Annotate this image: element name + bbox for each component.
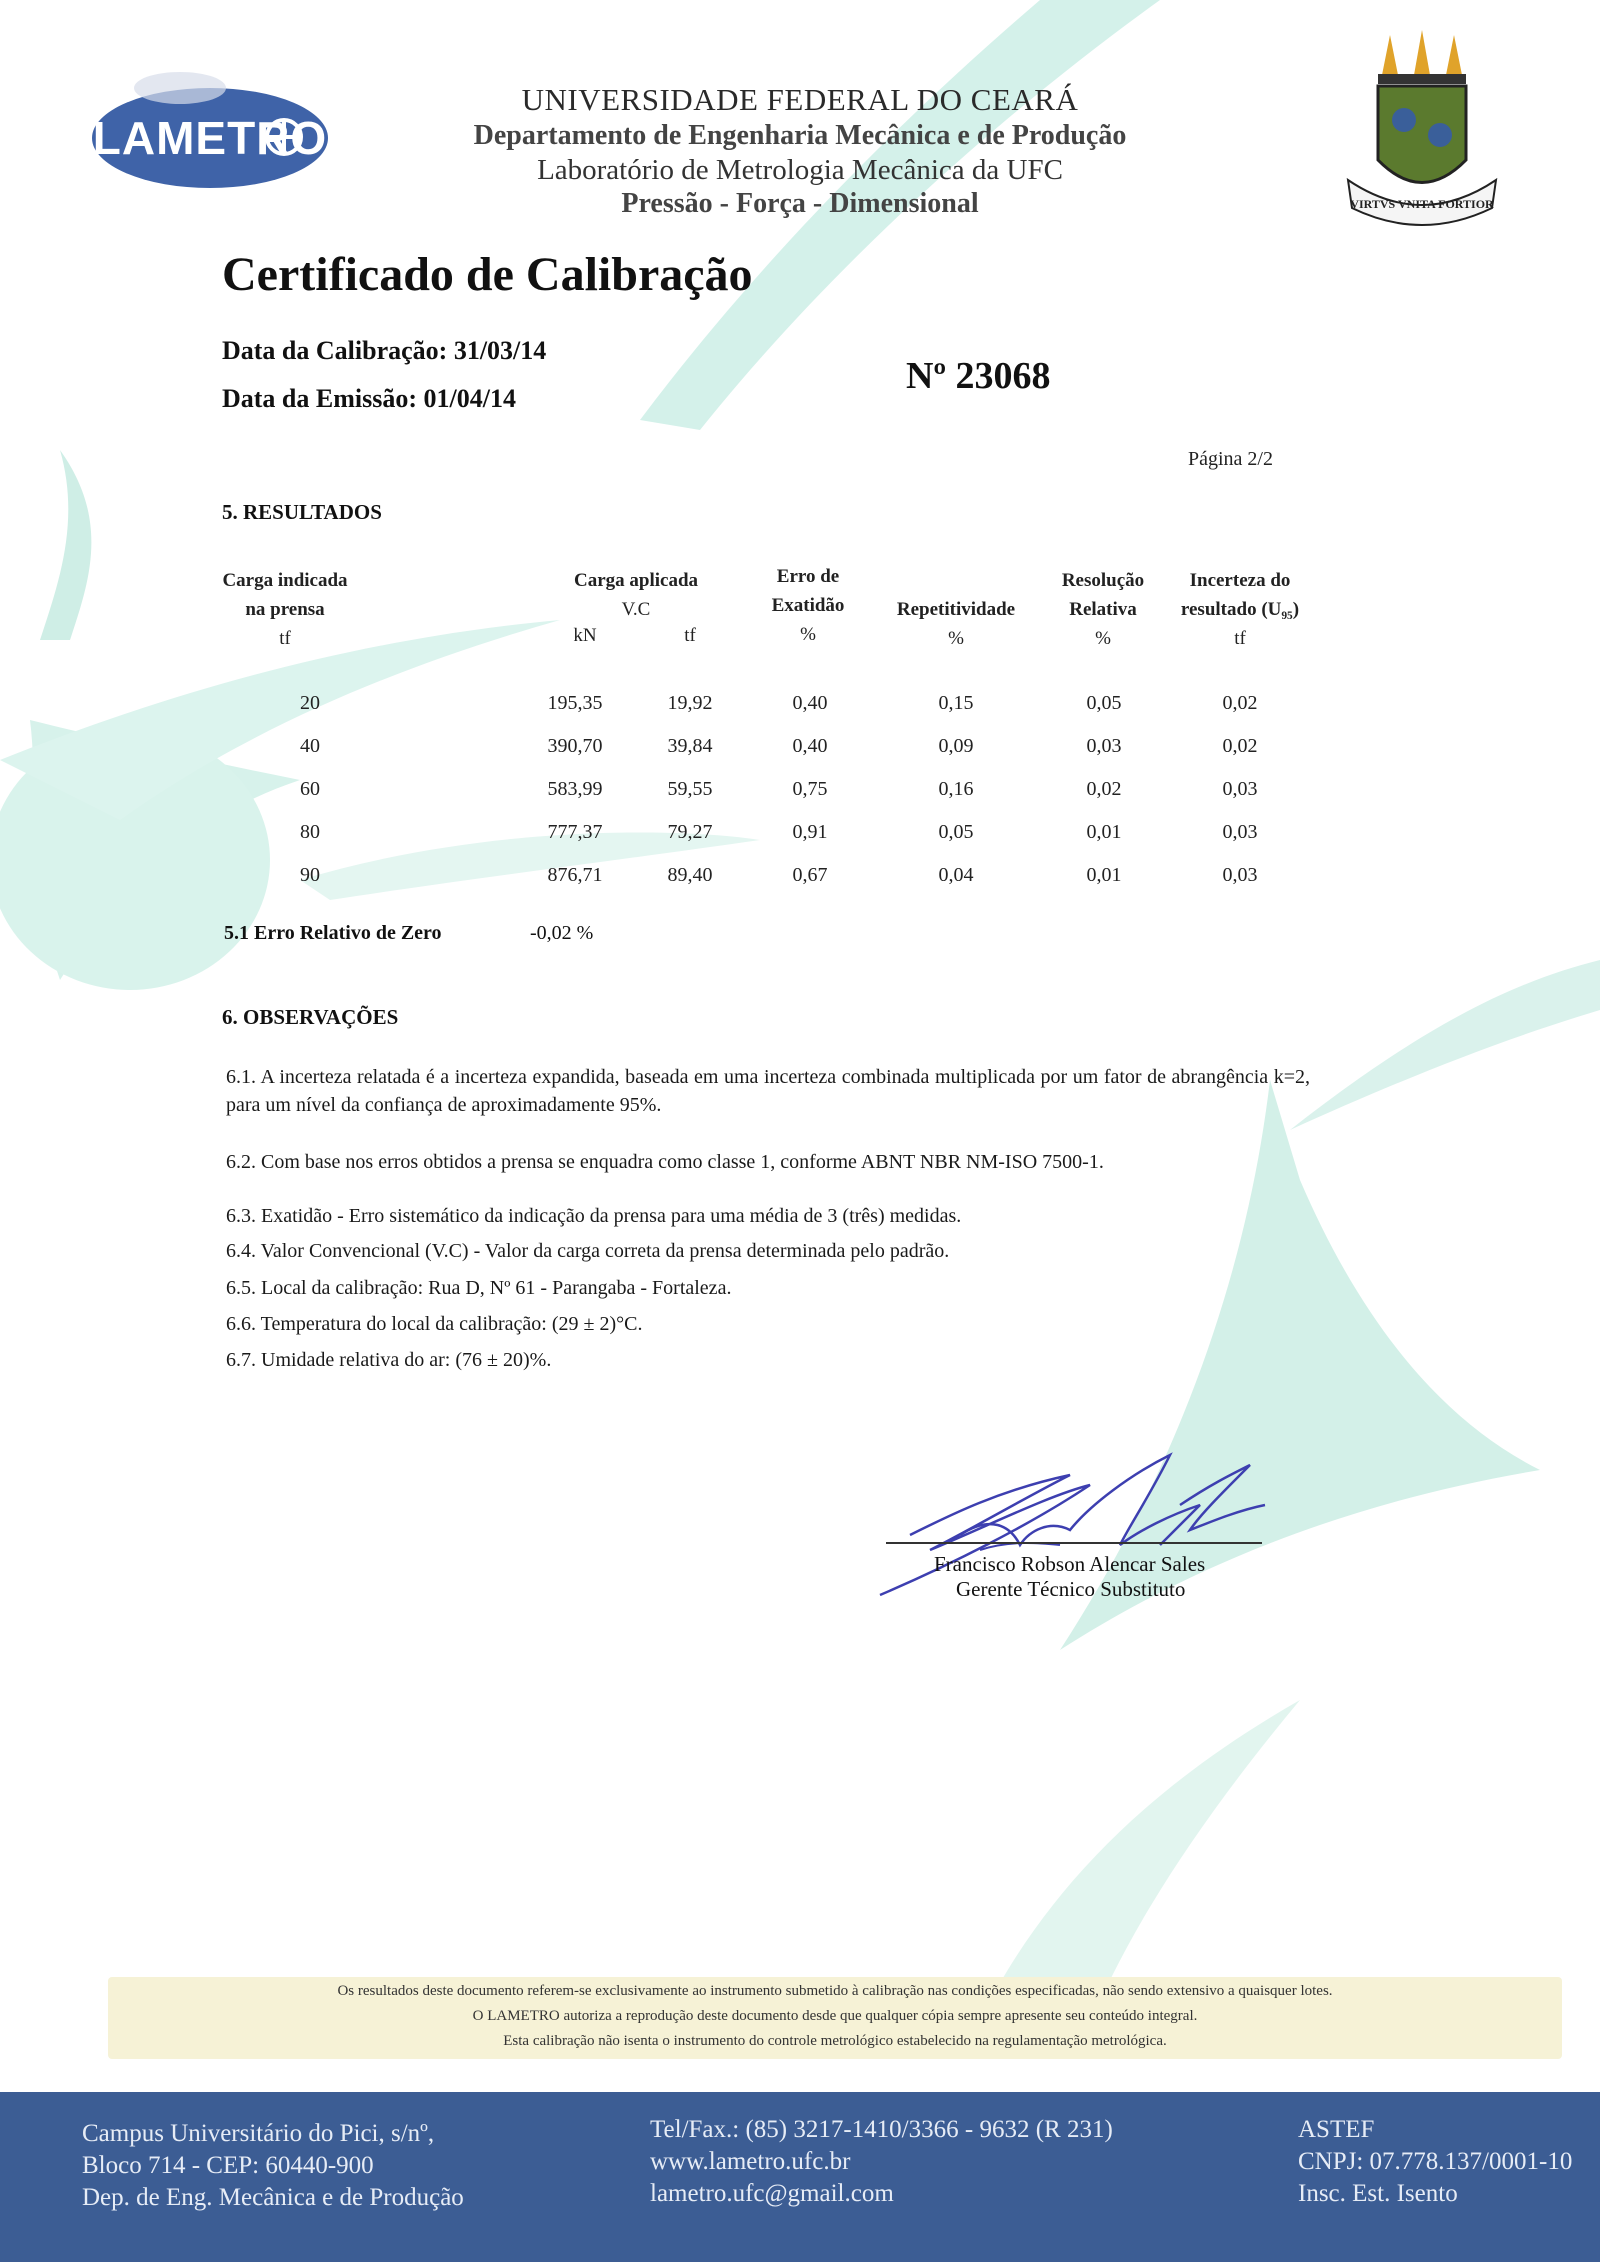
- cell-resolution: 0,02: [1086, 778, 1122, 800]
- disclaimer-line: Esta calibração não isenta o instrumento do controle metrológico estabelecido na regulamentação metrológica.: [503, 2033, 1167, 2049]
- header-text: Exatidão: [771, 595, 845, 616]
- cell-repeatability: 0,15: [938, 692, 974, 714]
- header-accuracy-error: [748, 562, 868, 649]
- footer-address: [82, 2118, 464, 2214]
- observation-item: 6.4. Valor Convencional (V.C) - Valor da carga correta da prensa determinada pelo padrão.: [226, 1240, 950, 1262]
- cell-tf: 19,92: [667, 692, 713, 714]
- header-uncertainty: [1160, 566, 1320, 653]
- disclaimer-box: [108, 1977, 1562, 2059]
- header-text: Carga aplicada: [573, 570, 699, 591]
- cell-indicated: 40: [300, 735, 320, 757]
- cell-error: 0,40: [792, 692, 828, 714]
- header-text: Resolução: [1061, 570, 1145, 591]
- header-text: Relativa: [1069, 599, 1137, 620]
- cell-repeatability: 0,16: [938, 778, 974, 800]
- footer-line: ASTEF: [1298, 2116, 1375, 2143]
- header-indicated-load: [200, 566, 370, 653]
- cell-resolution: 0,01: [1086, 864, 1122, 886]
- cell-repeatability: 0,09: [938, 735, 974, 757]
- header-text: resultado (U₉₅): [1180, 599, 1300, 620]
- crest-motto: VIRTVS VNITA FORTIOR: [1350, 197, 1494, 211]
- observation-item: 6.2. Com base nos erros obtidos a prensa se enquadra como classe 1, conforme ABNT NBR NM-ISO 7500-1.: [226, 1151, 1104, 1173]
- footer-line: CNPJ: 07.778.137/0001-10: [1298, 2148, 1573, 2175]
- emission-date: Data da Emissão: 01/04/14: [222, 384, 516, 413]
- certificate-title: Certificado de Calibração: [222, 248, 753, 301]
- university-name: UNIVERSIDADE FEDERAL DO CEARÁ: [521, 82, 1079, 117]
- cell-uncertainty: 0,03: [1222, 778, 1258, 800]
- header-unit: tf: [279, 628, 291, 649]
- signer-role: Gerente Técnico Substituto: [956, 1577, 1186, 1601]
- observation-item: 6.6. Temperatura do local da calibração: (29 ± 2)°C.: [226, 1313, 643, 1335]
- footer-phone: Tel/Fax.: (85) 3217-1410/3366 - 9632 (R 231): [650, 2116, 1113, 2143]
- observation-item: 6.7. Umidade relativa do ar: (76 ± 20)%.: [226, 1349, 552, 1371]
- cell-error: 0,75: [792, 778, 828, 800]
- certificate-number: Nº 23068: [906, 355, 1051, 397]
- header-text: na prensa: [245, 599, 325, 620]
- cell-kn: 583,99: [547, 778, 603, 800]
- cell-indicated: 20: [300, 692, 320, 714]
- footer: [0, 2092, 1600, 2262]
- observation-item: 6.3. Exatidão - Erro sistemático da indicação da prensa para uma média de 3 (três) medidas.: [226, 1205, 962, 1227]
- page-number: Página 2/2: [1188, 448, 1273, 470]
- results-heading: 5. RESULTADOS: [222, 500, 382, 524]
- cell-error: 0,40: [792, 735, 828, 757]
- header-text: V.C: [621, 599, 651, 620]
- cell-repeatability: 0,04: [938, 864, 974, 886]
- cell-tf: 59,55: [667, 778, 713, 800]
- calibration-date: Data da Calibração: 31/03/14: [222, 336, 547, 365]
- footer-line: Insc. Est. Isento: [1298, 2180, 1458, 2207]
- observation-item: 6.1. A incerteza relatada é a incerteza expandida, baseada em uma incerteza combinada multiplicada por um fator de abrangência k=2, para um nível da confiança de aproximadamente 95%.: [226, 1066, 1310, 1116]
- observations-heading: 6. OBSERVAÇÕES: [222, 1005, 399, 1029]
- footer-contact: [650, 2114, 1113, 2210]
- cell-indicated: 90: [300, 864, 320, 886]
- cell-repeatability: 0,05: [938, 821, 974, 843]
- header-unit: %: [948, 628, 964, 649]
- disclaimer-line: Os resultados deste documento referem-se exclusivamente ao instrumento submetido à calibração nas condições especificadas, não sendo extensivo a quaisquer lotes.: [337, 1983, 1333, 1999]
- cell-uncertainty: 0,02: [1222, 692, 1258, 714]
- header-unit-kn: kN: [573, 625, 597, 646]
- footer-legal: [1298, 2114, 1572, 2210]
- laboratory-name: Laboratório de Metrologia Mecânica da UFC: [537, 154, 1063, 186]
- footer-website-link[interactable]: www.lametro.ufc.br: [650, 2148, 851, 2175]
- footer-line: Bloco 714 - CEP: 60440-900: [82, 2152, 374, 2179]
- cell-kn: 195,35: [547, 692, 603, 714]
- header-unit: %: [1095, 628, 1111, 649]
- cell-kn: 777,37: [547, 821, 603, 843]
- cell-resolution: 0,03: [1086, 735, 1122, 757]
- cell-kn: 390,70: [547, 735, 603, 757]
- cell-tf: 89,40: [667, 864, 713, 886]
- header-text: Carga indicada: [222, 570, 348, 591]
- observation-item: 6.5. Local da calibração: Rua D, Nº 61 - Parangaba - Fortaleza.: [226, 1277, 732, 1299]
- header-text: Repetitividade: [896, 599, 1016, 620]
- cell-error: 0,91: [792, 821, 828, 843]
- cell-indicated: 60: [300, 778, 320, 800]
- ufc-crest: [1342, 30, 1502, 240]
- cell-resolution: 0,01: [1086, 821, 1122, 843]
- header-text: Erro de: [776, 566, 840, 587]
- cell-indicated: 80: [300, 821, 320, 843]
- footer-line: Dep. de Eng. Mecânica e de Produção: [82, 2184, 464, 2211]
- header-repeatability: [878, 595, 1034, 653]
- logo-wordmark: LAMETRO: [92, 112, 328, 164]
- lametro-logo: [88, 66, 333, 196]
- laboratory-areas: Pressão - Força - Dimensional: [621, 188, 979, 219]
- header-unit: %: [800, 624, 816, 645]
- footer-line: Campus Universitário do Pici, s/nº,: [82, 2120, 435, 2147]
- header-text: Incerteza do: [1189, 570, 1291, 591]
- header-applied-load: [540, 566, 732, 624]
- disclaimer-line: O LAMETRO autoriza a reprodução deste documento desde que qualquer cópia sempre apresente seu conteúdo integral.: [472, 2008, 1198, 2024]
- header-unit: tf: [1234, 628, 1246, 649]
- zero-error-value: -0,02 %: [530, 922, 594, 944]
- cell-kn: 876,71: [547, 864, 603, 886]
- cell-tf: 39,84: [667, 735, 713, 757]
- department-name: Departamento de Engenharia Mecânica e de Produção: [473, 120, 1127, 151]
- cell-uncertainty: 0,03: [1222, 821, 1258, 843]
- header-unit-tf: tf: [684, 625, 696, 646]
- signer-name: Francisco Robson Alencar Sales: [934, 1552, 1206, 1576]
- cell-error: 0,67: [792, 864, 828, 886]
- signature-line: [886, 1542, 1262, 1544]
- footer-email-link[interactable]: lametro.ufc@gmail.com: [650, 2180, 894, 2207]
- cell-uncertainty: 0,02: [1222, 735, 1258, 757]
- cell-tf: 79,27: [667, 821, 713, 843]
- zero-error-label: 5.1 Erro Relativo de Zero: [224, 922, 442, 944]
- cell-uncertainty: 0,03: [1222, 864, 1258, 886]
- header-relative-resolution: [1040, 566, 1166, 653]
- cell-resolution: 0,05: [1086, 692, 1122, 714]
